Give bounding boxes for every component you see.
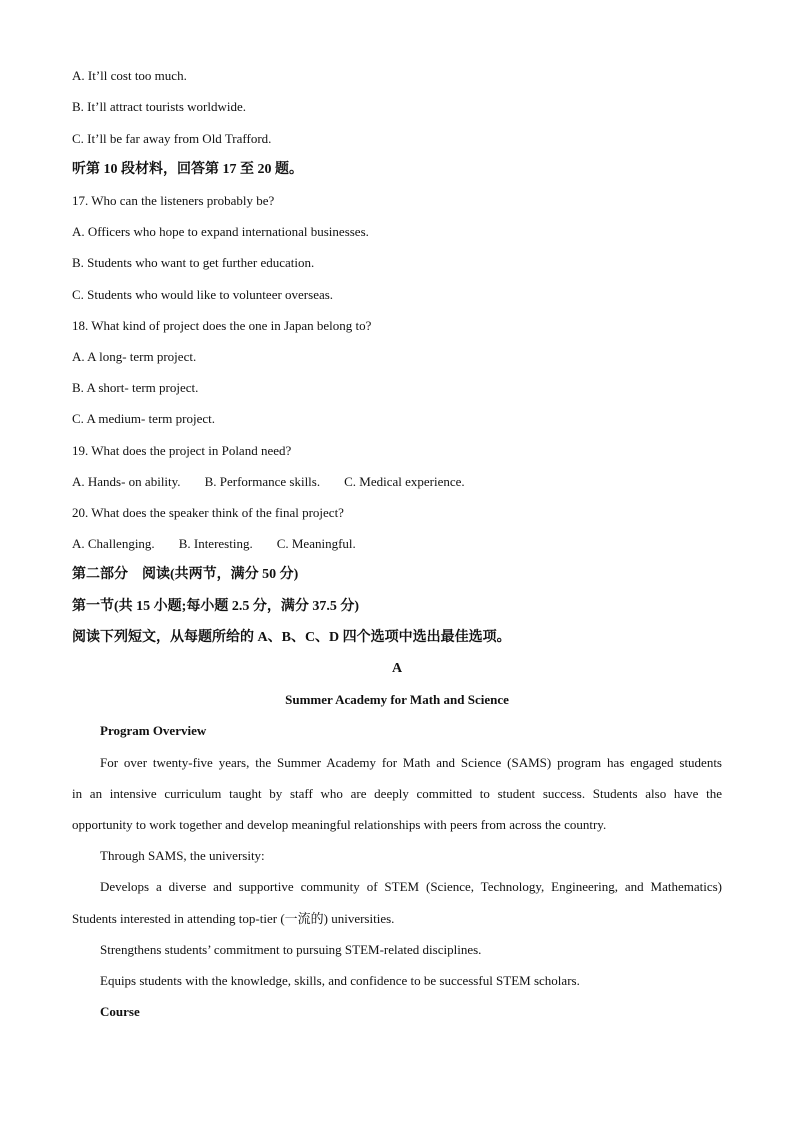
q18-option-a: A. A long- term project. [72, 349, 197, 364]
part2-header: 第二部分 阅读(共两节，满分 50 分) [72, 567, 299, 582]
paragraph-1-line-3: opportunity to work together and develop meaningful relationships with peers from across the country. [72, 817, 607, 832]
q19-question: 19. What does the project in Poland need? [72, 443, 292, 458]
q16-option-c: C. It’ll be far away from Old Trafford. [72, 131, 272, 146]
section10-header: 听第 10 段材料，回答第 17 至 20 题。 [72, 162, 303, 177]
section1-header: 第一节(共 15 小题;每小题 2.5 分，满分 37.5 分) [72, 599, 359, 614]
overview-heading: Program Overview [100, 723, 207, 738]
paragraph-1-line-2: in an intensive curriculum taught by staff who are deeply committed to student success. Students also have the [72, 786, 722, 801]
course-heading: Course [100, 1004, 140, 1019]
q19-options-row [72, 474, 465, 490]
q18-option-b: B. A short- term project. [72, 380, 199, 395]
paragraph-3-line-1: Develops a diverse and supportive community of STEM (Science, Technology, Engineering, and Mathematics) [100, 879, 722, 894]
instructions: 阅读下列短文，从每题所给的 A、B、C、D 四个选项中选出最佳选项。 [72, 630, 511, 645]
passage-title: Summer Academy for Math and Science [285, 692, 509, 707]
paragraph-2: Through SAMS, the university: [100, 848, 265, 863]
q20-question: 20. What does the speaker think of the final project? [72, 505, 344, 520]
q17-question: 17. Who can the listeners probably be? [72, 193, 275, 208]
paragraph-4: Strengthens students’ commitment to pursuing STEM-related disciplines. [100, 942, 482, 957]
q18-option-c: C. A medium- term project. [72, 411, 215, 426]
passage-letter: A [391, 661, 403, 676]
q20-options-row [72, 536, 356, 552]
q16-option-a: A. It’ll cost too much. [72, 68, 187, 83]
q17-option-a: A. Officers who hope to expand international businesses. [72, 224, 369, 239]
q19-option-b: B. Performance skills. [204, 474, 321, 489]
q18-question: 18. What kind of project does the one in Japan belong to? [72, 318, 372, 333]
q19-option-c: C. Medical experience. [344, 474, 465, 489]
q20-option-a: A. Challenging. [72, 536, 155, 551]
q17-option-c: C. Students who would like to volunteer overseas. [72, 287, 334, 302]
q20-option-b: B. Interesting. [178, 536, 253, 551]
q17-option-b: B. Students who want to get further education. [72, 255, 315, 270]
paragraph-1-line-1: For over twenty-five years, the Summer Academy for Math and Science (SAMS) program has engaged students [100, 755, 722, 770]
paragraph-5: Equips students with the knowledge, skills, and confidence to be successful STEM scholars. [100, 973, 580, 988]
paragraph-3-line-2: Students interested in attending top-tier (一流的) universities. [72, 911, 395, 926]
q20-option-c: C. Meaningful. [276, 536, 356, 551]
q19-option-a: A. Hands- on ability. [72, 474, 181, 489]
q16-option-b: B. It’ll attract tourists worldwide. [72, 99, 247, 114]
